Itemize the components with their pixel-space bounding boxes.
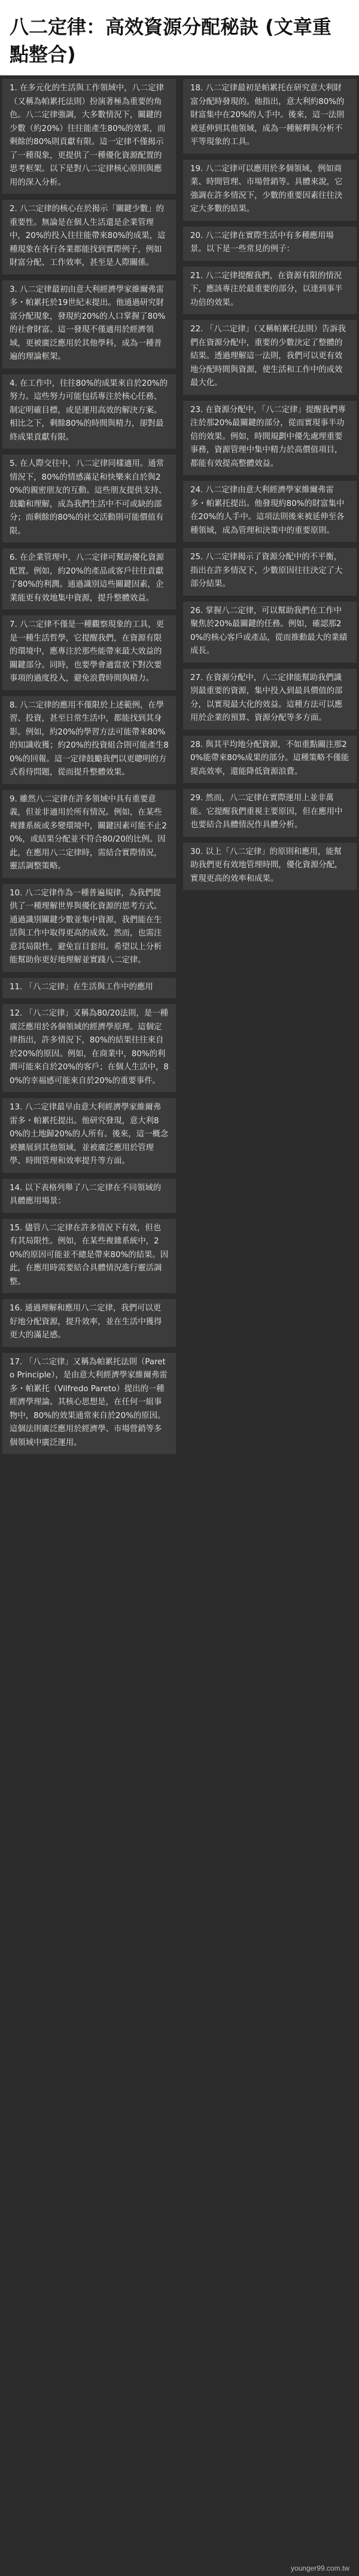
paragraph-card: 2. 八二定律的核心在於揭示「關鍵少數」的重要性。無論是在個人生活還是企業管理中，20%的投入往往能帶來80%的成果，這種現象在各行各業都能找到實際例子，例如財富分配、工作效率，甚至是人際關係。 <box>2 200 176 275</box>
paragraph-card: 29. 然而，八二定律在實際運用上並非萬能。它提醒我們重視主要原因，但在應用中也要結合具體情況作具體分析。 <box>183 789 357 837</box>
page-title: 八二定律：高效資源分配秘訣 (文章重點整合) <box>10 16 331 66</box>
paragraph-card: 22. 「八二定律」（又稱帕累托法則）告訴我們在資源分配中，重要的少數決定了整體的結果。透過理解這一法則，我們可以更有效地分配時間與資源，使生活和工作中的成效最大化。 <box>183 320 357 395</box>
paragraph-card: 15. 儘管八二定律在許多情況下有效，但也有其局限性。例如，在某些複雜系統中，20%的原因可能並不總是帶來80%的結果。因此，在應用時需要結合具體情況進行靈活調整。 <box>2 1219 176 1294</box>
right-column <box>183 79 357 896</box>
paragraph-card: 6. 在企業管理中，八二定律可幫助優化資源配置。例如，約20%的產品或客戶往往貢獻了80%的利潤。通過識別這些關鍵因素，企業能更有效地集中資源，提升整體效益。 <box>2 548 176 609</box>
paragraph-card: 7. 八二定律不僅是一種觀察現象的工具，更是一種生活哲學，它提醒我們，在資源有限的環境中，應專注於那些能帶來最大效益的關鍵部分。同時，也要學會適當放下對次要事項的過度投入，避免浪費時間與精力。 <box>2 615 176 690</box>
paragraph-card: 5. 在人際交往中，八二定律同樣適用。通常情況下，80%的情感滿足和快樂來自於與20%的親密朋友的互動。這些朋友提供支持、鼓勵和理解，成為我們生活中不可或缺的部分；而剩餘的80%的社交活動則可能價值有限。 <box>2 455 176 542</box>
paragraph-card: 4. 在工作中，往往80%的成果來自於20%的努力。這些努力可能包括專注於核心任務、制定明確目標，或是運用高效的解決方案。相比之下，剩餘80%的時間與精力，卻對最終成果貢獻有限。 <box>2 374 176 449</box>
paragraph-card: 11. 「八二定律」在生活與工作中的應用 <box>2 978 176 999</box>
content-panel <box>0 75 359 2576</box>
paragraph-card: 1. 在多元化的生活與工作領域中，八二定律（又稱為帕累托法則）扮演著極為重要的角色。八二定律強調，大多數情況下，關鍵的少數（約20%）往往能產生80%的效果，而剩餘的80%則貢獻有限。這一定律不僅揭示了一種現象，更提供了一種優化資源配置的思考框架。以下是對八二定律核心原則與應用的深入分析。 <box>2 79 176 194</box>
paragraph-card: 23. 在資源分配中，「八二定律」提醒我們專注於那20%最關鍵的部分，從而實現事半功倍的效果。例如，時間規劃中優先處理重要事務，資源管理中集中精力於高價值項目，都能有效提高整體效益。 <box>183 401 357 475</box>
paragraph-card: 16. 通過理解和應用八二定律，我們可以更好地分配資源，提升效率，並在生活中獲得更大的滿足感。 <box>2 1299 176 1347</box>
paragraph-card: 24. 八二定律由意大利經濟學家維爾弗雷多・帕累托提出。他發現約80%的財富集中在20%的人手中。這項法則後來被延伸至各種領域，成為管理和決策中的重要原則。 <box>183 481 357 542</box>
paragraph-card: 9. 雖然八二定律在許多領域中具有重要意義，但並非適用於所有情況。例如，在某些複雜系統或多變環境中，關鍵因素可能不止20%，或結果分配並不符合80/20的比例。因此，在應用八二定律時，需結合實際情況，靈活調整策略。 <box>2 790 176 878</box>
paragraph-card: 30. 以上「八二定律」的原則和應用，能幫助我們更有效地管理時間，優化資源分配，實現更高的效率和成果。 <box>183 843 357 891</box>
paragraph-card: 20. 八二定律在實際生活中有多種應用場景。以下是一些常見的例子： <box>183 227 357 261</box>
paragraph-card: 8. 八二定律的應用不僅限於上述範例，在學習、投資，甚至日常生活中，都能找到其身影。例如，約20%的學習方法可能帶來80%的知識收獲；約20%的投資組合則可能產生80%的回報。這一定律鼓勵我們以更聰明的方式看待問題，從而提升整體效果。 <box>2 696 176 784</box>
left-column <box>2 79 176 1460</box>
paragraph-card: 13. 八二定律最早由意大利經濟學家維爾弗雷多・帕累托提出。他研究發現，意大利80%的土地歸20%的人所有。後來，這一概念被擴展到其他領域，並被廣泛應用於管理學、時間管理和效率提升等方面。 <box>2 1098 176 1173</box>
paragraph-card: 18. 八二定律最初是帕累托在研究意大利財富分配時發現的。他指出，意大利約80%的財富集中在20%的人手中。後來，這一法則被延伸到其他領域，成為一種解釋與分析不平等現象的工具。 <box>183 79 357 154</box>
paragraph-card: 25. 八二定律揭示了資源分配中的不平衡，指出在許多情況下，少數原因往往決定了大部分結果。 <box>183 548 357 596</box>
paragraph-card: 10. 八二定律作為一種普遍規律，為我們提供了一種理解世界與優化資源的思考方式。通過識別關鍵少數並集中資源，我們能在生活與工作中取得更高的成效。然而，也需注意其局限性，避免盲目套用。希望以上分析能幫助你更好地理解並實踐八二定律。 <box>2 884 176 972</box>
paragraph-card: 19. 八二定律可以應用於多個領域，例如商業、時間管理、市場營銷等。具體來說，它強調在許多情況下，少數的重要因素往往決定大多數的結果。 <box>183 160 357 221</box>
paragraph-card: 28. 與其平均地分配資源，不如重點關注那20%能帶來80%成果的部分。這種策略不僅能提高效率，還能降低資源浪費。 <box>183 736 357 784</box>
paragraph-card: 14. 以下表格列舉了八二定律在不同領域的具體應用場景： <box>2 1179 176 1213</box>
paragraph-card: 17. 「八二定律」又稱為帕累托法則（Pareto Principle），是由意大利經濟學家維爾弗雷多・帕累托（Vilfredo Pareto）提出的一種經濟學理論。其核心思想是，在任何一組事物中，80%的效果通常來自於20%的原因。這個法則廣泛應用於經濟學、市場營銷等多個領域中廣泛運用。 <box>2 1353 176 1455</box>
site-footer: younger99.com.tw <box>290 2564 349 2572</box>
paragraph-card: 3. 八二定律最初由意大利經濟學家維爾弗雷多・帕累托於19世紀末提出。他通過研究財富分配現象，發現約20%的人口掌握了80%的社會財富。這一發現不僅適用於經濟領域，更被廣泛應用於其他學科，成為一種普遍的理論框架。 <box>2 281 176 368</box>
paragraph-card: 27. 在資源分配中，八二定律能幫助我們識別最重要的資源，集中投入到最具價值的部分，以實現最大化的效益。這種方法可以應用於企業的預算、資源分配等多方面。 <box>183 669 357 730</box>
paragraph-card: 12. 「八二定律」又稱為80/20法則，是一種廣泛應用於各個領域的經濟學原理。這個定律指出，許多情況下，80%的結果往往來自於20%的原因。例如，在商業中，80%的利潤可能來自於20%的客戶；在個人生活中，80%的幸福感可能來自於20%的重要事件。 <box>2 1004 176 1092</box>
paragraph-card: 26. 掌握八二定律，可以幫助我們在工作中聚焦於20%最關鍵的任務。例如，確認那20%的核心客戶或產品，從而推動最大的業績成長。 <box>183 602 357 663</box>
paragraph-card: 21. 八二定律提醒我們，在資源有限的情況下，應該專注於最重要的部分，以達到事半功倍的效果。 <box>183 267 357 315</box>
